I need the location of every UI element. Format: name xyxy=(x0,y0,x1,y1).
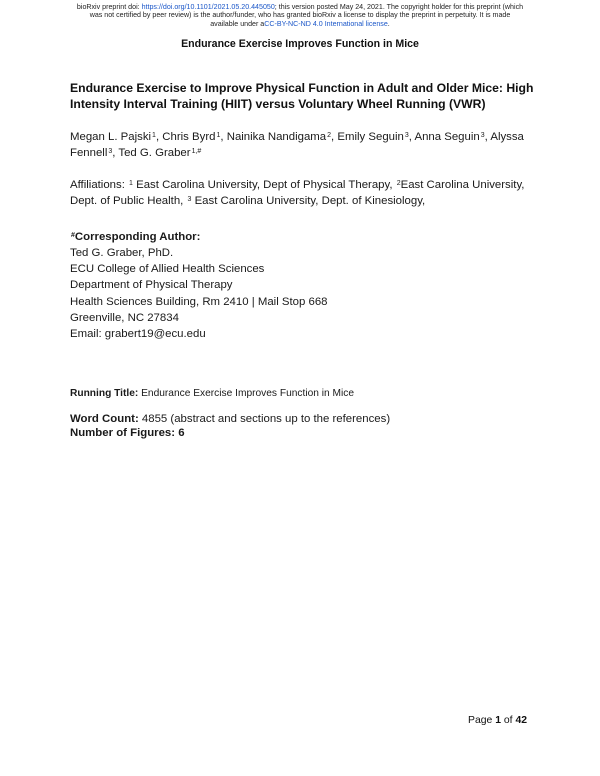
preprint-line-3 xyxy=(40,20,560,28)
affiliation-text: East Carolina University, Dept. of Public Health, xyxy=(70,179,525,207)
license-prefix: available under a xyxy=(210,19,265,28)
author-separator: , xyxy=(112,147,119,159)
corresponding-mark: # xyxy=(71,232,75,239)
affiliation-text: East Carolina University, Dept of Physical Therapy, xyxy=(132,179,396,191)
page-total: 42 xyxy=(515,715,527,726)
author-affiliation-mark: 1 xyxy=(152,132,156,139)
author-name: Nainika Nandigama xyxy=(226,131,327,143)
author-name: Alyssa Fennell xyxy=(70,131,524,159)
author-name: Ted G. Graber xyxy=(118,147,191,159)
page-middle: of xyxy=(500,715,516,726)
author-affiliation-mark: 1,# xyxy=(191,148,202,155)
word-count-value: 4855 (abstract and sections up to the references) xyxy=(138,413,391,426)
author-affiliation-mark: 1 xyxy=(216,132,221,139)
author-list xyxy=(70,129,545,161)
corresponding-department: Department of Physical Therapy xyxy=(70,279,233,292)
author-name: Megan L. Pajski xyxy=(70,131,152,143)
author-separator: , xyxy=(155,131,163,143)
word-count xyxy=(70,412,545,426)
running-header: Endurance Exercise Improves Function in Mice xyxy=(181,38,419,50)
author-affiliation-mark: 3 xyxy=(404,132,409,139)
author-name: Chris Byrd xyxy=(162,131,216,143)
affiliation-mark: 3 xyxy=(187,196,192,203)
running-title-label: Running Title: xyxy=(70,388,139,400)
corresponding-details xyxy=(70,245,545,342)
author-affiliation-mark: 3 xyxy=(480,132,485,139)
doi-link[interactable]: https://doi.org/10.1101/2021.05.20.445050 xyxy=(141,3,275,11)
preprint-line-2: was not certified by peer review) is the author/funder, who has granted bioRxiv a license to display the preprint in perpetuity. It is made xyxy=(89,11,511,20)
figures-label: Number of Figures: xyxy=(70,427,176,440)
preprint-suffix: ; this version posted May 24, 2021. The copyright holder for this preprint (which xyxy=(274,3,524,11)
corresponding-name: Ted G. Graber, PhD. xyxy=(70,247,174,259)
author-name: Emily Seguin xyxy=(337,131,404,143)
figures-value: 6 xyxy=(175,427,185,440)
affiliations xyxy=(70,177,545,209)
preprint-notice xyxy=(40,3,560,28)
corresponding-heading xyxy=(70,229,545,245)
affiliation-mark: 1 xyxy=(129,180,133,187)
license-link[interactable]: CC-BY-NC-ND 4.0 International license xyxy=(264,19,388,28)
author-name: Anna Seguin xyxy=(414,131,480,143)
corresponding-city: Greenville, NC 27834 xyxy=(70,311,179,324)
corresponding-building: Health Sciences Building, Rm 2410 | Mail Stop 668 xyxy=(70,295,328,308)
running-title xyxy=(70,387,545,401)
affiliations-label: Affiliations: xyxy=(70,179,129,191)
running-title-value: Endurance Exercise Improves Function in Mice xyxy=(138,388,355,400)
preprint-line-1 xyxy=(40,3,560,11)
author-affiliation-mark: 3 xyxy=(108,148,113,155)
author-separator: , xyxy=(408,131,415,143)
author-separator: , xyxy=(484,131,491,143)
corresponding-college: ECU College of Allied Health Sciences xyxy=(70,263,265,276)
author-affiliation-mark: 2 xyxy=(327,132,332,139)
word-count-label: Word Count: xyxy=(70,413,139,426)
affiliation-text: East Carolina University, Dept. of Kinesiology, xyxy=(191,195,426,207)
affiliation-mark: 2 xyxy=(396,180,401,187)
preprint-prefix: bioRxiv preprint doi: xyxy=(76,3,142,11)
page-prefix: Page xyxy=(468,715,496,726)
author-separator: , xyxy=(331,131,338,143)
corresponding-heading-text: Corresponding Author: xyxy=(74,231,201,243)
corresponding-email: Email: grabert19@ecu.edu xyxy=(70,328,206,341)
license-suffix: . xyxy=(387,19,390,28)
paper-title: Endurance Exercise to Improve Physical Function in Adult and Older Mice: High Intensity Interval Training (HIIT) versus Voluntary Wheel Running (VWR) xyxy=(70,81,534,111)
author-separator: , xyxy=(220,131,227,143)
page-current: 1 xyxy=(495,715,501,726)
page-number xyxy=(468,715,527,726)
title-page-body xyxy=(70,80,545,440)
number-of-figures xyxy=(70,426,545,440)
